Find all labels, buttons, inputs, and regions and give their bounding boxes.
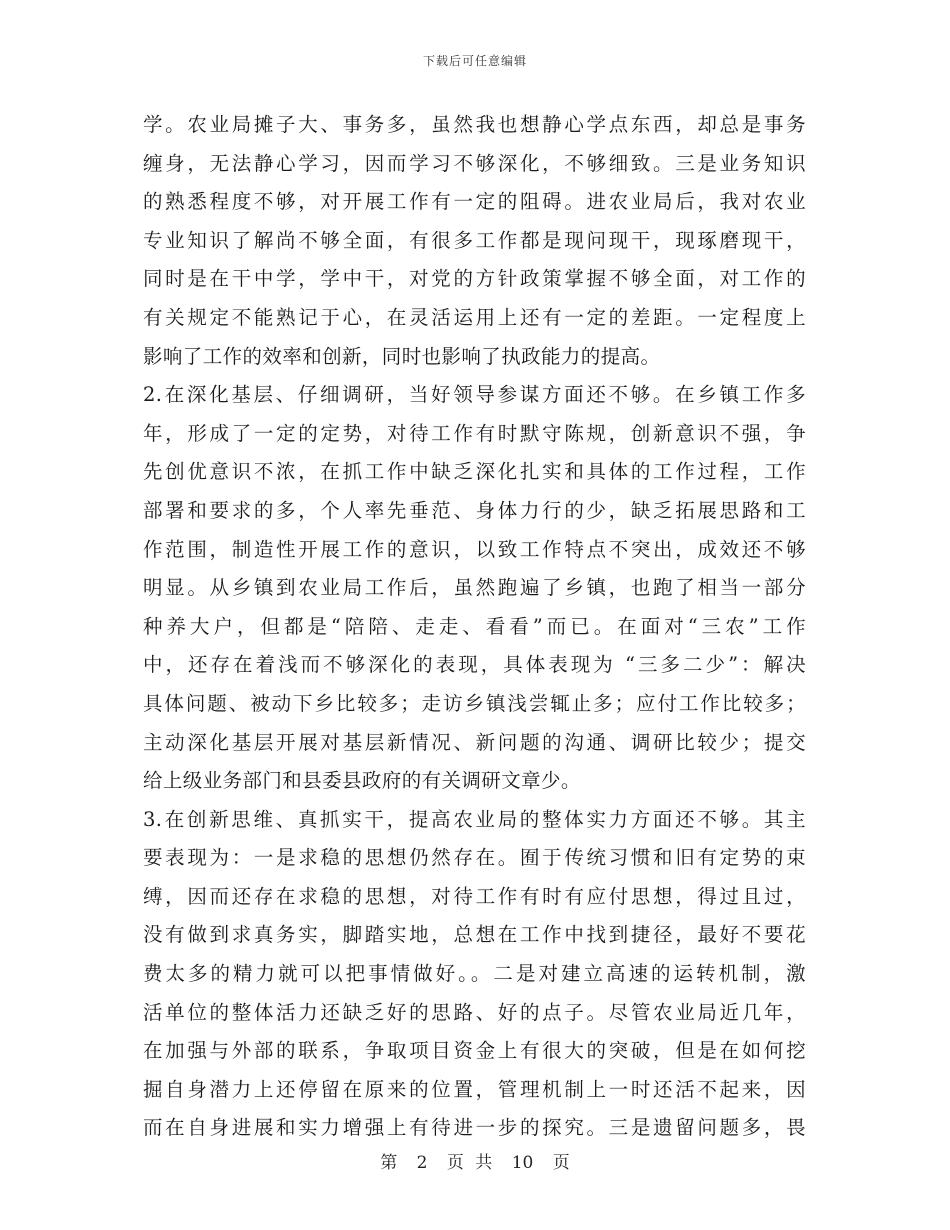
text-line: 作范围，制造性开展工作的意识，以致工作特点不突出，成效还不够 <box>143 537 806 561</box>
text-line: 而在自身进展和实力增强上有待进一步的探究。三是遗留问题多，畏 <box>143 1116 806 1140</box>
text-line: 具体问题、被动下乡比较多；走访乡镇浅尝辄止多；应付工作比较多； <box>143 691 806 715</box>
text-line: 活单位的整体活力还缺乏好的思路、好的点子。尽管农业局近几年， <box>143 1000 806 1024</box>
text-line: 掘自身潜力上还停留在原来的位置，管理机制上一时还活不起来，因 <box>143 1077 806 1101</box>
text-line: 给上级业务部门和县委县政府的有关调研文章少。 <box>143 769 581 793</box>
text-line: 3.在创新思维、真抓实干，提高农业局的整体实力方面还不够。其主 <box>143 807 806 831</box>
text-line: 在加强与外部的联系，争取项目资金上有很大的突破，但是在如何挖 <box>143 1039 806 1063</box>
text-line: 有关规定不能熟记于心，在灵活运用上还有一定的差距。一定程度上 <box>143 305 806 329</box>
text-line: 同时是在干中学，学中干，对党的方针政策掌握不够全面，对工作的 <box>143 267 806 291</box>
text-line: 学。农业局摊子大、事务多，虽然我也想静心学点东西，却总是事务 <box>143 113 806 136</box>
current-page-number: 2 <box>416 1153 428 1173</box>
text-line: 年，形成了一定的定势，对待工作有时默守陈规，创新意识不强，争 <box>143 421 806 445</box>
text-line: 主动深化基层开展对基层新情况、新问题的沟通、调研比较少；提交 <box>143 730 806 754</box>
text-line: 部署和要求的多，个人率先垂范、身体力行的少，缺乏拓展思路和工 <box>143 498 806 522</box>
body-text <box>143 106 806 1148</box>
total-page-count: 10 <box>511 1153 534 1173</box>
text-line: 中，还存在着浅而不够深化的表现，具体表现为 “三多二少”：解决 <box>143 653 806 677</box>
text-line: 缚，因而还存在求稳的思想，对待工作有时有应付思想，得过且过， <box>143 884 806 908</box>
text-line: 先创优意识不浓，在抓工作中缺乏深化扎实和具体的工作过程，工作 <box>143 460 806 484</box>
text-line: 明显。从乡镇到农业局工作后，虽然跑遍了乡镇，也跑了相当一部分 <box>143 576 806 600</box>
text-line: 影响了工作的效率和创新，同时也影响了执政能力的提高。 <box>143 344 661 368</box>
text-line: 要表现为：一是求稳的思想仍然存在。囿于传统习惯和旧有定势的束 <box>143 846 806 870</box>
text-line: 专业知识了解尚不够全面，有很多工作都是现问现干，现琢磨现干， <box>143 228 806 252</box>
footer-suffix: 页 <box>552 1153 570 1173</box>
text-line: 2.在深化基层、仔细调研，当好领导参谋方面还不够。在乡镇工作多 <box>143 383 806 407</box>
text-line: 的熟悉程度不够，对开展工作有一定的阻碍。进农业局后，我对农业 <box>143 190 806 214</box>
footer-mid: 页 共 <box>446 1153 493 1173</box>
page-header: 下载后可任意编辑 <box>422 54 527 68</box>
footer-prefix: 第 <box>380 1153 398 1173</box>
text-line: 没有做到求真务实，脚踏实地，总想在工作中找到捷径，最好不要花 <box>143 923 806 947</box>
text-line: 缠身，无法静心学习，因而学习不够深化，不够细致。三是业务知识 <box>143 151 806 175</box>
text-line: 种养大户，但都是“陪陪、走走、看看”而已。在面对“三农”工作 <box>143 614 806 638</box>
page-footer <box>0 1148 950 1173</box>
text-line: 费太多的精力就可以把事情做好。。二是对建立高速的运转机制，激 <box>143 962 806 986</box>
